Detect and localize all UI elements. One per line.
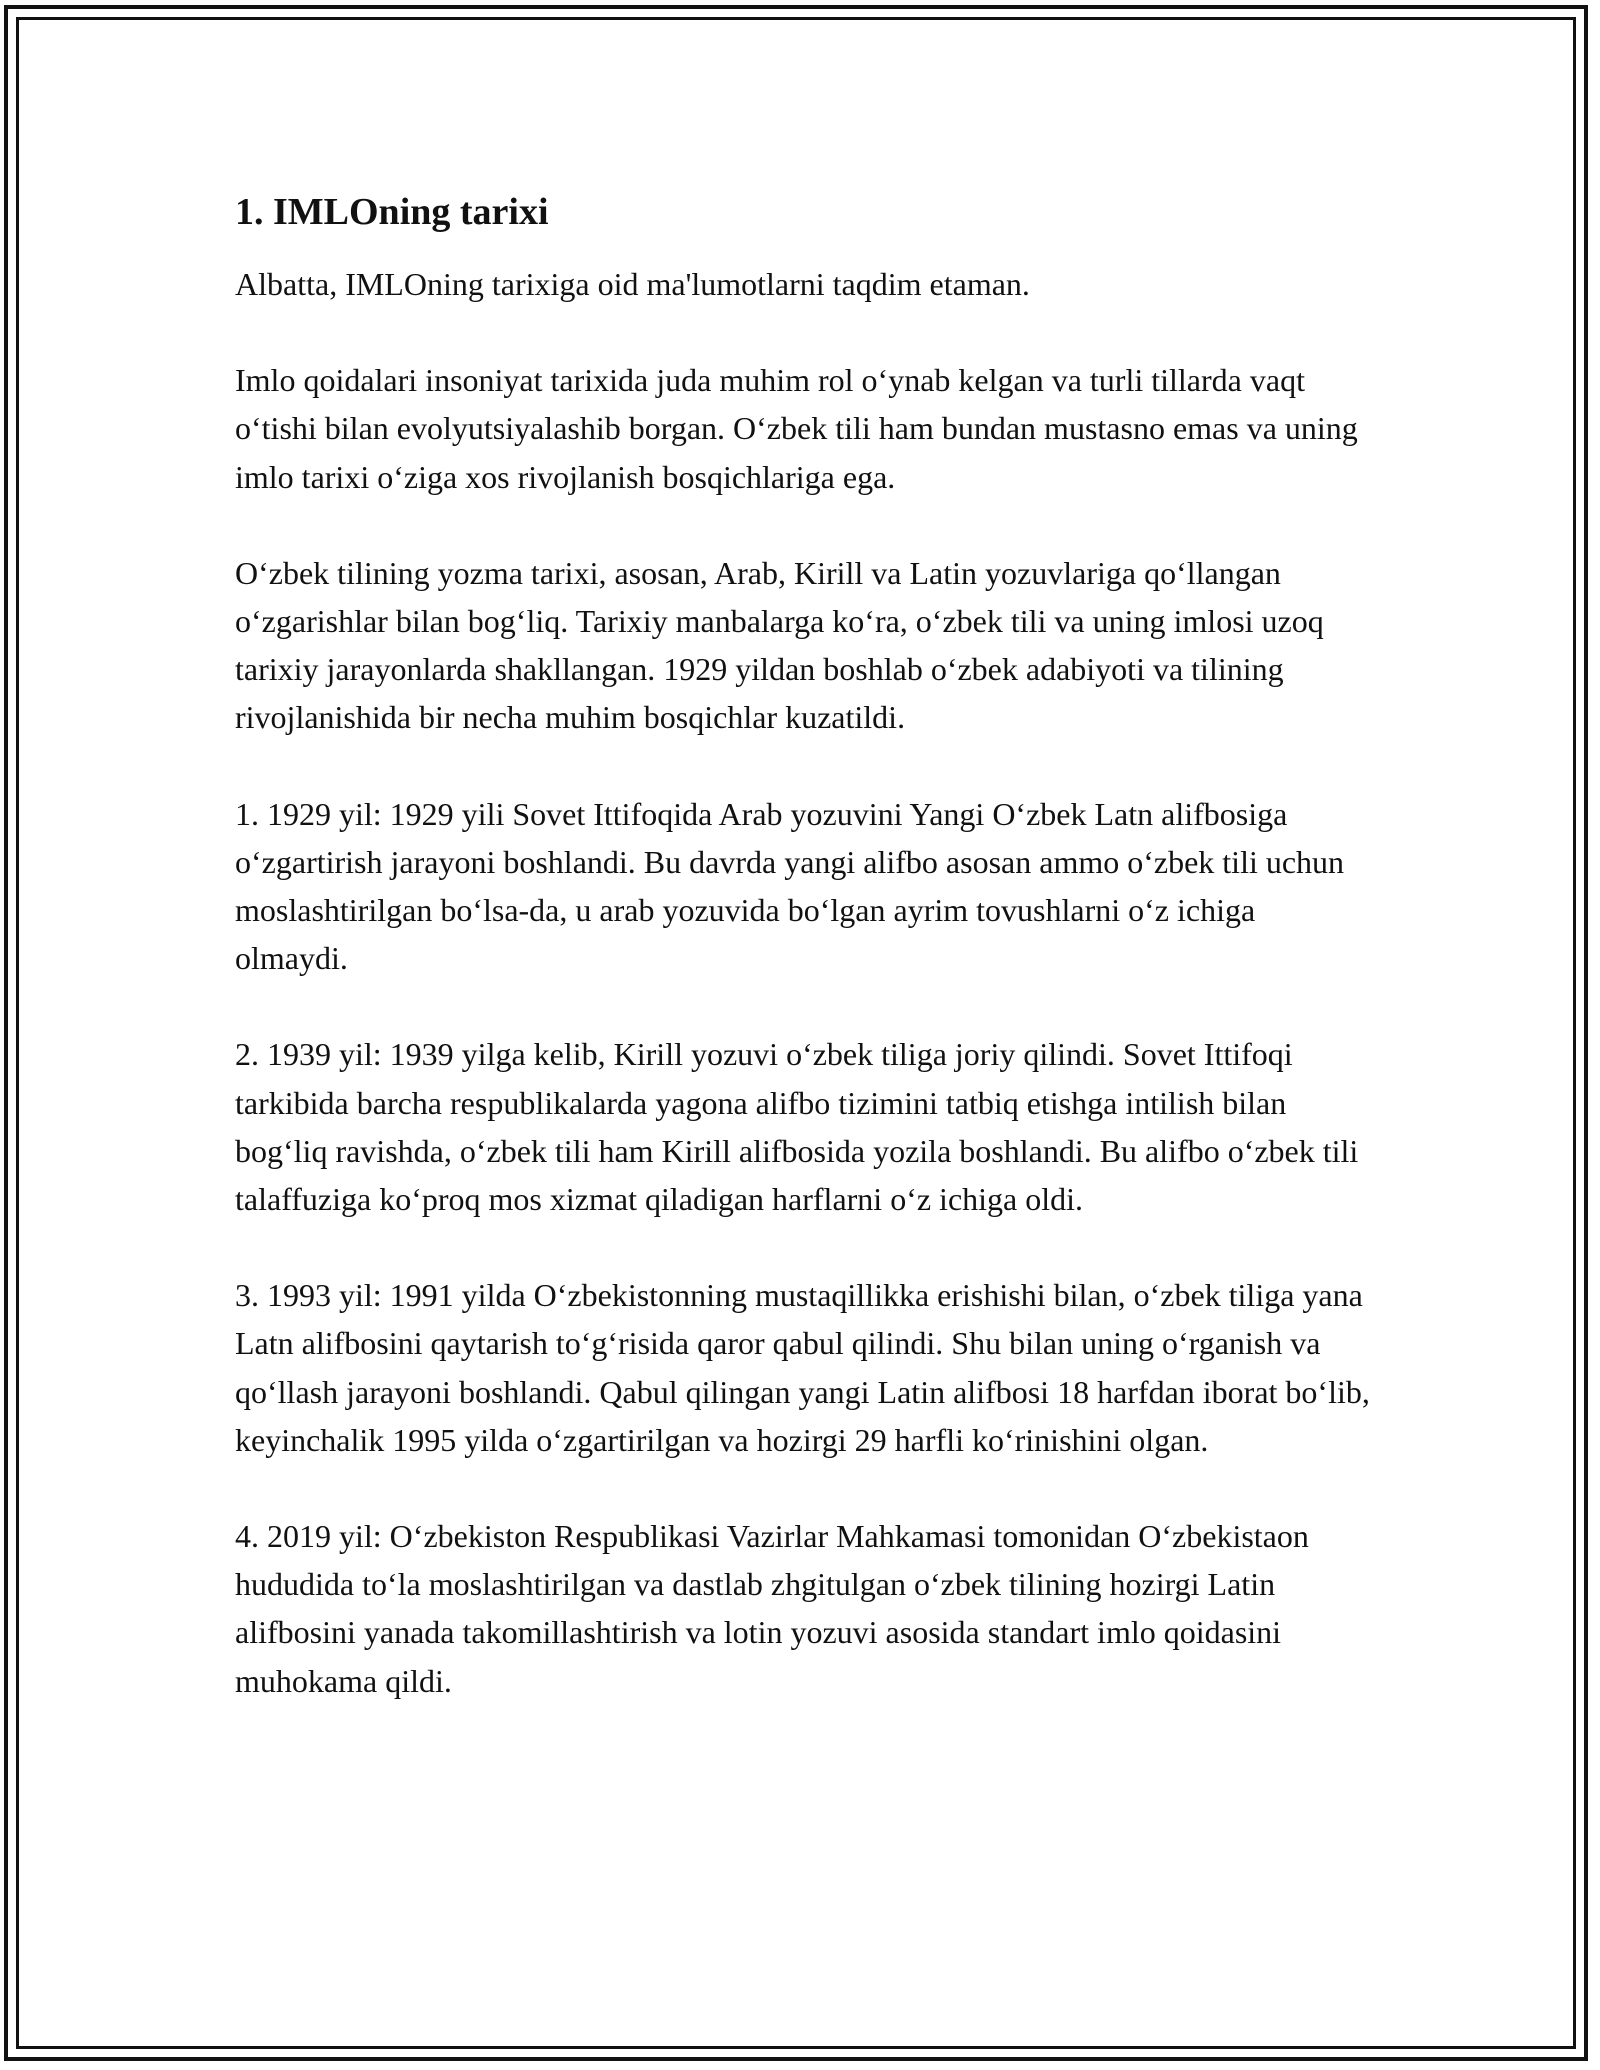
paragraph-1939: 2. 1939 yil: 1939 yilga kelib, Kirill yozuvi oʻzbek tiliga joriy qilindi. Sovet Ittifoqi tarkibida barcha respublikalarda yagona alifbo tizimini tatbiq etishga intilish bilan bogʻliq ravishda, oʻzbek tili ham Kirill alifbosida yozila boshlandi. Bu alifbo oʻzbek tili talaffuziga koʻproq mos xizmat qiladigan harflarni oʻz ichiga oldi. — [235, 1036, 1359, 1218]
paragraph-1929: 1. 1929 yil: 1929 yili Sovet Ittifoqida Arab yozuvini Yangi Oʻzbek Latn alifbosiga oʻzgartirish jarayoni boshlandi. Bu davrda yangi alifbo asosan ammo oʻzbek tili uchun moslashtirilgan boʻlsa-da, u arab yozuvida boʻlgan ayrim tovushlarni oʻz ichiga olmaydi. — [235, 795, 1345, 977]
document-body — [235, 188, 1375, 1705]
paragraph-2019: 4. 2019 yil: Oʻzbekiston Respublikasi Vazirlar Mahkamasi tomonidan Oʻzbekistaon hududida toʻla moslashtirilgan va dastlab zhgitulgan oʻzbek tilining hozirgi Latin alifbosini yanada takomillashtirish va lotin yozuvi asosida standart imlo qoidasini muhokama qildi. — [235, 1518, 1309, 1699]
paragraph-1993: 3. 1993 yil: 1991 yilda Oʻzbekistonning mustaqillikka erishishi bilan, oʻzbek tiliga yana Latn alifbosini qaytarish toʻgʻrisida qaror qabul qilindi. Shu bilan uning oʻrganish va qoʻllash jarayoni boshlandi. Qabul qilingan yangi Latin alifbosi 18 harfdan iborat boʻlib, keyinchalik 1995 yilda oʻzgartirilgan va hozirgi 29 harfli koʻrinishini olgan. — [235, 1277, 1370, 1458]
document-title: 1. IMLOning tarixi — [235, 191, 549, 233]
paragraph-spelling-rules: Imlo qoidalari insoniyat tarixida juda muhim rol oʻynab kelgan va turli tillarda vaqt oʻtishi bilan evolyutsiyalashib borgan. Oʻzbek tili ham bundan mustasno emas va uning imlo tarixi oʻziga xos rivojlanish bosqichlariga ega. — [235, 362, 1358, 495]
paragraph-written-history: Oʻzbek tilining yozma tarixi, asosan, Arab, Kirill va Latin yozuvlariga qoʻllangan oʻzgarishlar bilan bogʻliq. Tarixiy manbalarga koʻra, oʻzbek tili va uning imlosi uzoq tarixiy jarayonlarda shakllangan. 1929 yildan boshlab oʻzbek adabiyoti va tilining rivojlanishida bir necha muhim bosqichlar kuzatildi. — [235, 554, 1324, 736]
paragraph-intro: Albatta, IMLOning tarixiga oid ma'lumotlarni taqdim etaman. — [235, 266, 1030, 302]
